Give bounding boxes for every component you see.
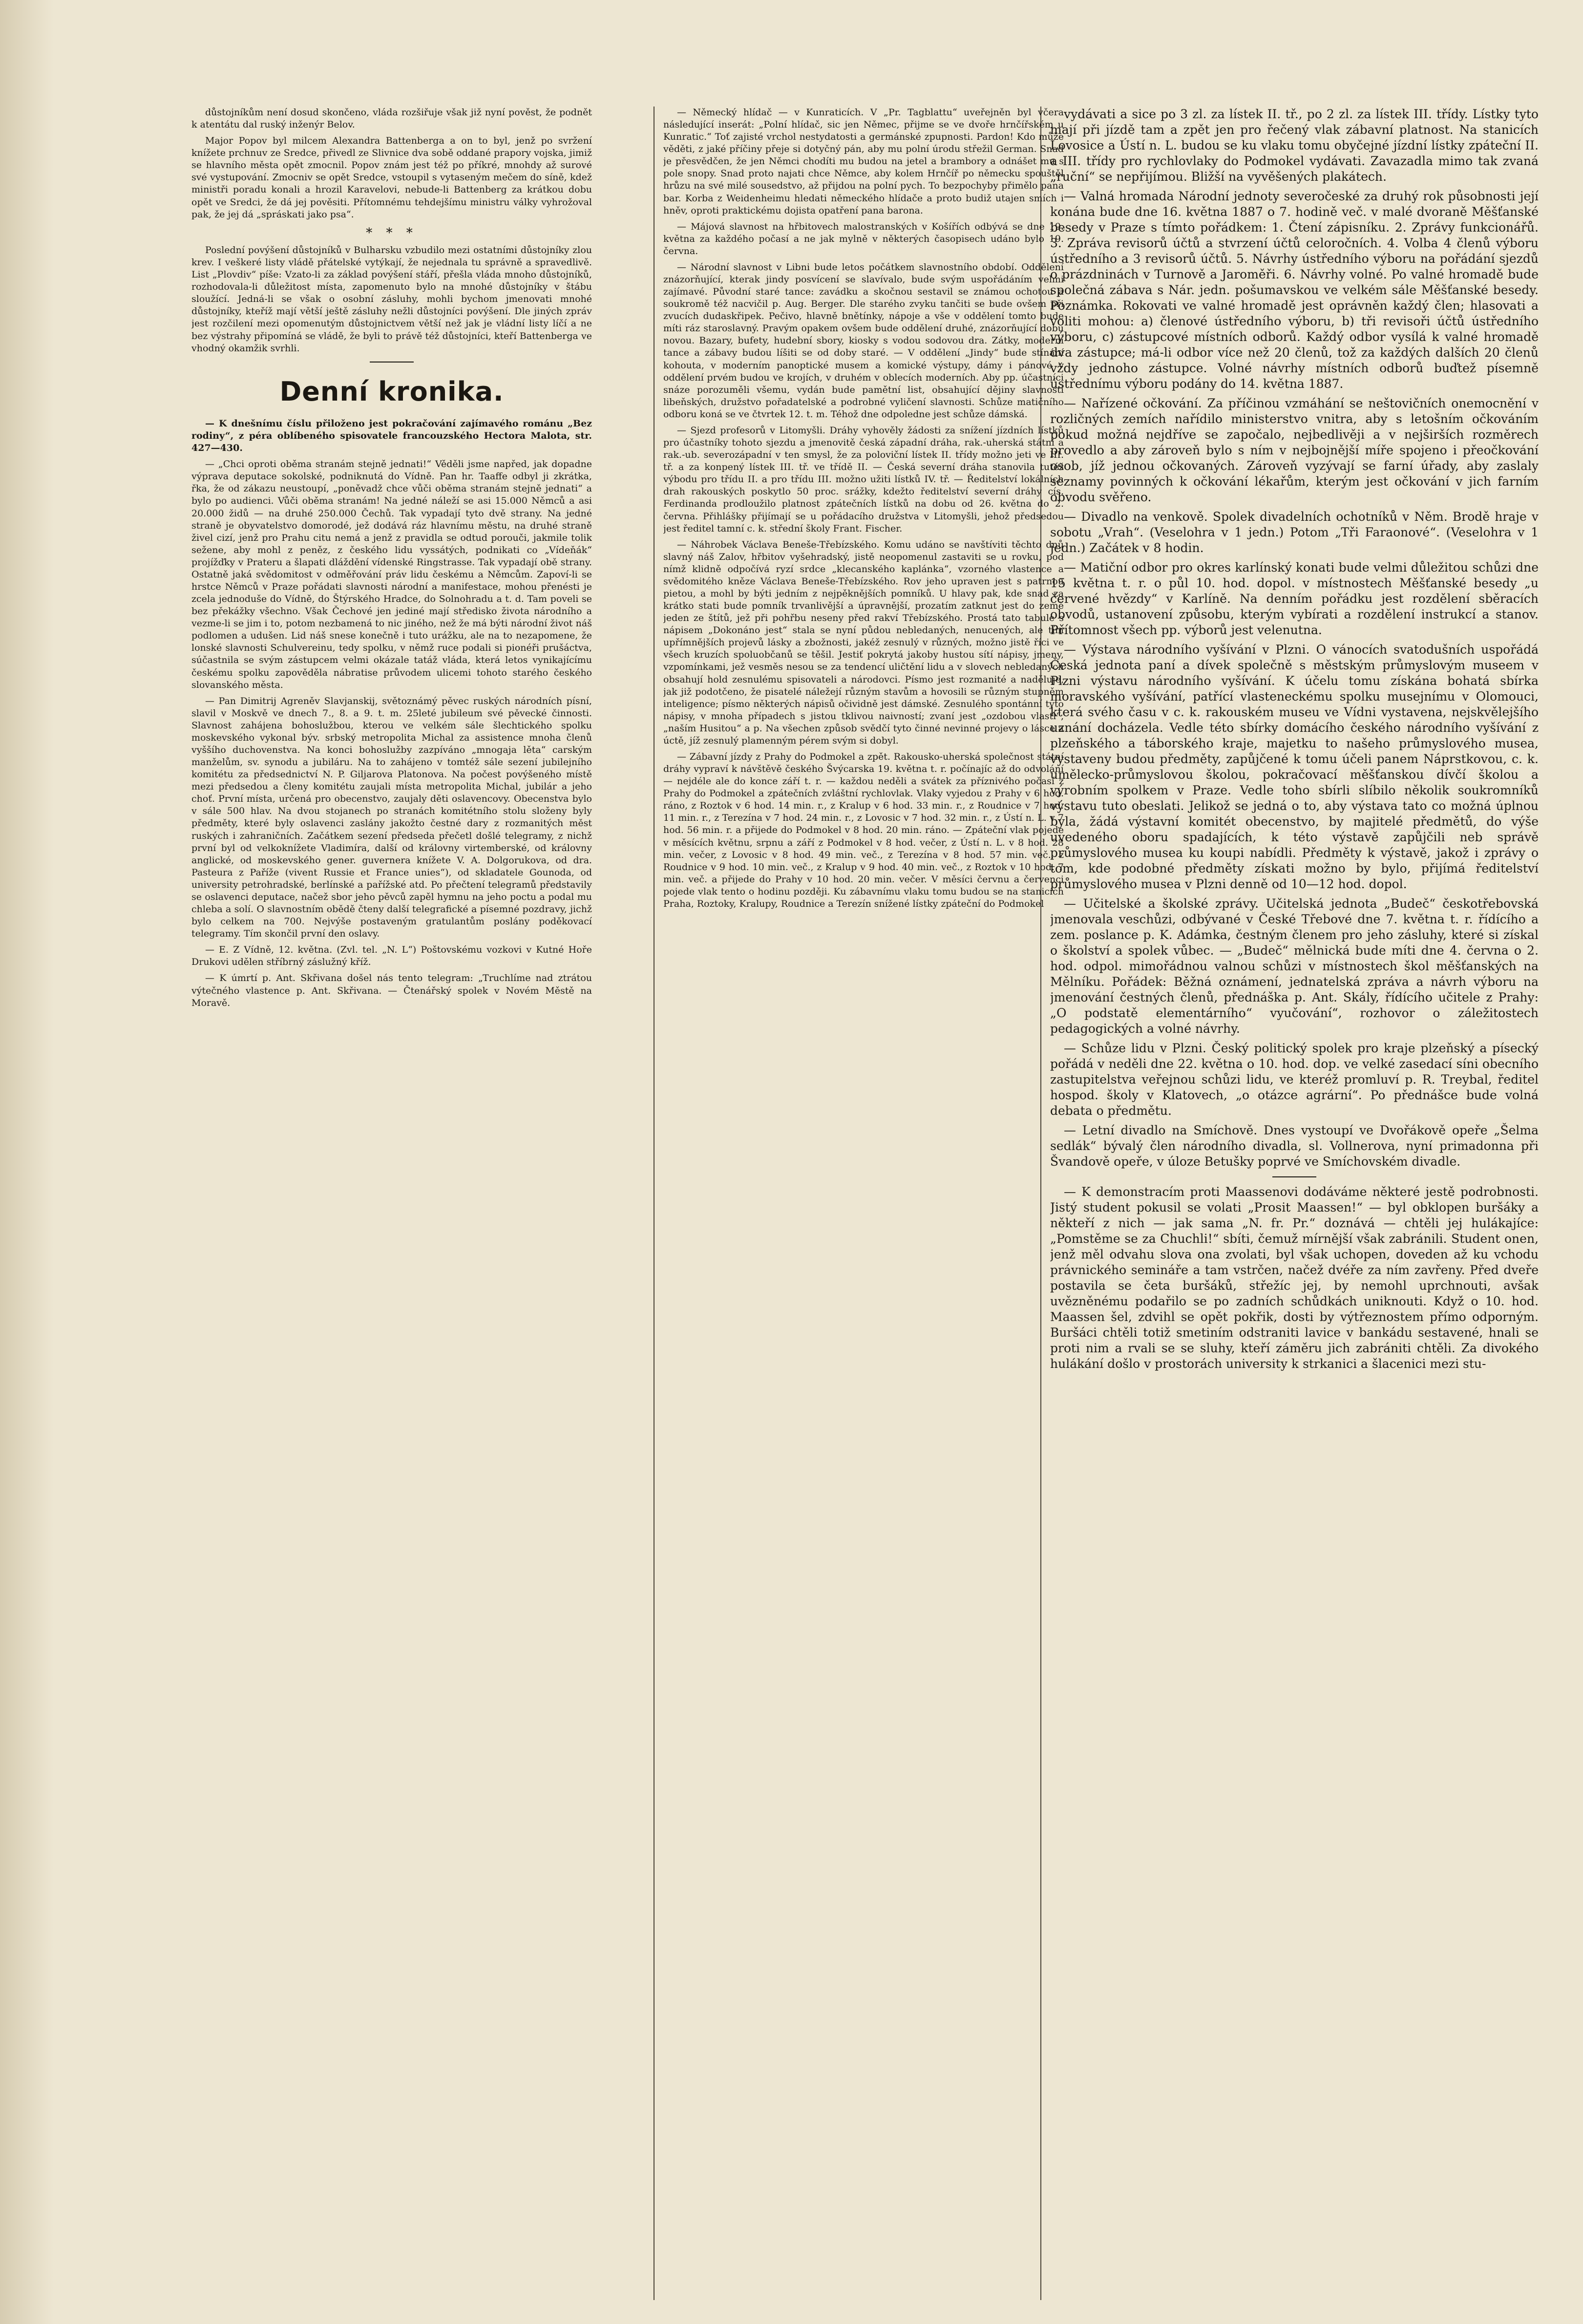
article-paragraph: vydávati a sice po 3 zl. za lístek II. tř., po 2 zl. za lístek III. třídy. Lístky tyto mají při jízdě tam a zpět jen pro řečený vlak zábavní platnost. Na stanicích Lovosice a Ústí n. L. budou se ku vlaku tomu obyčejné jízdní lístky zpáteční II. a III. třídy pro rychlovlaky do Podmokel vydávati. Zavazadla mimo tak zvaná „ruční“ se nepřijímou. Bližší na vyvěšených plakátech. bbox=[1050, 107, 1539, 184]
section-stars: * * * bbox=[366, 225, 418, 240]
page-binding-shadow bbox=[0, 0, 54, 2324]
article-paragraph: — Národní slavnost v Libni bude letos počátkem slavnostního období. Oddělení znázorňující, kterak jindy posvícení se slavívalo, bude svým uspořádáním velmi zajímavé. Původní staré tance: zavádku a skočnou sestavil se známou ochotou a soukromě též nacvičil p. Aug. Berger. Dle starého zvyku tančiti se bude ovšem při zvucích dudaskřipek. Pečivo, hlavně bnětínky, nápoje a vše v oddělení tomto bude míti ráz staroslavný. Pravým opakem ovšem bude oddělení druhé, znázorňující dobu novou. Bazary, bufety, hudební sbory, kiosky s vodou sodovou dra. Zátky, moderní tance a zábavy budou líšiti se od doby staré. — V oddělení „Jindy“ bude stínání kohouta, v moderním panoptické musem a komické výstupy, dámy i pánové v oddělení prvém budou ve krojích, v druhém v oblecích moderních. Aby pp. účastníci snáze porozuměli všemu, vydán bude pamětní list, obsahující dějiny slavnosti libeňských, družstvo pořadatelské a podrobné vyličení slavnosti. Schůze matičního odboru koná se ve čtvrtek 12. t. m. Téhož dne odpoledne jest schůze dámská. bbox=[663, 261, 1064, 420]
section-heading: Denní kronika. bbox=[279, 376, 504, 407]
column-2 bbox=[663, 107, 1064, 2300]
article-paragraph: — K dnešnímu číslu přiloženo jest pokračování zajímavého románu „Bez rodiny“, z péra oblíbeného spisovatele francouzského Hectora Malota, str. 427—430. bbox=[191, 418, 592, 454]
article-paragraph: — Letní divadlo na Smíchově. Dnes vystoupí ve Dvořákově opeře „Šelma sedlák“ bývalý člen národního divadla, sl. Vollnerova, nyní primadonna při Švandově opeře, v úloze Betušky poprvé ve Smíchovském divadle. bbox=[1050, 1123, 1539, 1169]
article-paragraph: — Sjezd profesorů v Litomyšli. Dráhy vyhověly žádosti za snížení jízdních lístků pro účastníky tohoto sjezdu a jmenovitě česká západní dráha, rak.-uherská státní a rak.-ub. severozápadní v ten smysl, že za poloviční lístek II. třídy možno jeti ve III. tř. a za konpený lístek III. tř. ve třídě II. — Česká severní dráha stanovila tutéž výbodu pro třídu II. a pro třídu III. možno užiti lístků IV. tř. — Ředitelství lokálních drah rakouských poskytlo 50 proc. srážky, kdežto ředitelství severní dráhy cís. Ferdinanda prodloužilo platnost zpátečních lístků na dobu od 26. května do 2. června. Přihlášky přijímají se u pořádacího družstva v Litomyšli, jehož předsedou jest ředitel tamní c. k. střední školy Frant. Fischer. bbox=[663, 425, 1064, 534]
article-paragraph: — Valná hromada Národní jednoty severočeské za druhý rok působnosti její konána bude dne 16. května 1887 o 7. hodině več. v malé dvoraně Měšťanské besedy v Praze s tímto pořádkem: 1. Čtení zápisníku. 2. Zprávy funkcionářů. 3. Zpráva revisorů účtů a stvrzení účtů celoročních. 4. Volba 4 členů výboru ústředního a 3 revisorů účtů. 5. Návrhy ústředního výboru na pořádání sjezdů o prázdninách v Turnově a Jaroměři. 6. Návrhy volné. Po valné hromadě bude společná zábava s Nár. jedn. pošumavskou ve velkém sále Měšťanské besedy. Poznámka. Rokovati ve valné hromadě jest oprávněn každý člen; hlasovati a voliti mohou: a) členové ústředního výboru, b) tři revisoři účtů ústředního výboru, c) zástupcové místních odborů. Každý odbor vysílá k valné hromadě dva zástupce; má-li odbor více než 20 členů, tož za každých dalších 20 členů vždy jednoho zástupce. Volné návrhy místních odborů buďtež písemně ústřednímu výboru podány do 14. května 1887. bbox=[1050, 189, 1539, 391]
article-paragraph: důstojníkům není dosud skončeno, vláda rozšiřuje však již nyní pověst, že podnět k atentátu dal ruský inženýr Belov. bbox=[191, 107, 592, 130]
article-paragraph: — K demonstracím proti Maassenovi dodáváme některé jestě podrobnosti. Jistý student pokusil se volati „Prosit Maassen!“ — byl obklopen buršáky a někteří z nich — jak sama „N. fr. Pr.“ doznává — chtěli jej hulákajíce: „Pomstěme se za Chuchli!“ sbíti, čemuž mírnější však zabránili. Student onen, jenž měl odvahu slova ona zvolati, byl však uchopen, doveden až ku vchodu právnického semináře a tam vstrčen, načež dvéře za ním zavřeny. Před dveře postavila se četa buršáků, střežíc jej, by nemohl uprchnouti, avšak uvězněnému podařilo se po zadních schůdkách uniknouti. Když o 10. hod. Maassen šel, zdvihl se opět pokřik, dosti by výtřeznostem přímo odporným. Buršáci chtěli totiž smetiním odstraniti lavice v bankádu sestavené, hnali se proti nim a rvali se se sluhy, kteří záměru jich zabrániti chtěli. Za divokého hulákání došlo v prostorách university k strkanici a šlacenici mezi stu- bbox=[1050, 1185, 1539, 1371]
article-paragraph: — Náhrobek Václava Beneše-Třebízského. Komu udáno se navštíviti těchto dnů slavný náš Zalov, hřbitov vyšehradský, jistě neopomenul zastaviti se u rovku, pod nímž klidně odpočívá ryzí srdce „klecanského kaplánka“, vzorného vlastence a svědomitého kněze Václava Beneše-Třebízského. Rov jeho upraven jest s patrnou pietou, a mohl by býti jedním z nejpěknějších pomníků. U hlavy pak, kde snad za krátko stati bude pomník trvanlivější a úpravnější, prozatím zatknut jest do země jeden ze štítů, jež při pohřbu neseny před rakví Třebízského. Prostá tato tabule s nápisem „Dokonáno jest“ stala se nyní půdou nebledaných, nenucených, ale tím upřímnějších projevů lásky a zbožnosti, jakéž zesnulý v různých, možno jistě říci ve všech kruzích spoluobčanů se těšil. Jestiť pokrytá jakoby hustou sítí nápisy, jmeny, vzpomínkami, jež vesměs nesou se za tendencí uličtění lidu a v slovech nebledaných obsahují hold zesnulému spisovateli a národovci. Písmo jest rozmanité a naděluje, jak již podotčeno, že pisatelé náležejí různým stavům a hovosili se různým stupněm inteligence; písmo některých nápisů očividně jest dámské. Zesnulého spontánní tyto nápisy, v mnoha případech s jistou tklivou naivností; zvaní jest „ozdobou vlasti“, „naším Husitou“ a p. Na všechen způsob svědčí tyto činné nevinné projevy o lásce a úctě, jíž zesnulý plamenným pérem svým si dobyl. bbox=[663, 539, 1064, 746]
divider bbox=[1272, 1176, 1316, 1177]
column-3 bbox=[1050, 107, 1539, 2300]
article-paragraph: — Schůze lidu v Plzni. Český politický spolek pro kraje plzeňský a písecký pořádá v neděli dne 22. května o 10. hod. dop. ve velké zasedací síni obecního zastupitelstva veřejnou schůzi lidu, ve kteréž promluví p. R. Treybal, ředitel hospod. školy v Klatovech, „o otázce agrární“. Po přednášce bude volná debata o předmětu. bbox=[1050, 1041, 1539, 1118]
article-paragraph: — Májová slavnost na hřbitovech malostranských v Košířích odbývá se dne 19. května za každého počasí a ne jak mylně v některých časopisech udáno bylo 19. června. bbox=[663, 221, 1064, 256]
article-paragraph: — E. Z Vídně, 12. května. (Zvl. tel. „N. L“) Poštovskému vozkovi v Kutné Hoře Drukovi udělen stříbrný záslužný kříž. bbox=[191, 944, 592, 968]
article-paragraph: — Výstava národního vyšívání v Plzni. O vánocích svatodušních uspořádá Česká jednota paní a dívek společně s městským průmyslovým museem v Plzni výstavu národního vyšívání. K účelu tomu získána bohatá sbírka moravského vyšívání, patřící vlasteneckému spolku musejnímu v Olomouci, která svého času v c. k. rakouském museu ve Vídni vystavena, nejskvělejšího uznání docházela. Vedle této sbírky domácího českého národního vyšívání z plzeňského a táborského kraje, majetku to našeho průmyslového musea, vystaveny budou předměty, zapůjčené k tomu účeli panem Náprstkovou, c. k. umělecko-průmyslovou školou, pokračovací měšťanskou dívčí školou a výrobním spolkem v Praze. Vedle toho sbírli slíbilo několik soukromníků výstavu tuto obeslati. Jelikož se jedná o to, aby výstava tato co možná úplnou byla, žádá výstavní komitét obecenstvo, by majitelé předmětů, do výše uvedeného oboru spadajících, k této výstavě zapůjčili neb správě průmyslového musea ku koupi nabídli. Předměty k výstavě, jakož i zprávy o tom, kde podobné předměty získati možno by bylo, přijímá ředitelství průmyslového musea v Plzni denně od 10—12 hod. dopol. bbox=[1050, 642, 1539, 891]
article-paragraph: — Divadlo na venkově. Spolek divadelních ochotníků v Něm. Brodě hraje v sobotu „Vrah“. (Veselohra v 1 jedn.) Potom „Tři Faraonové“. (Veselohra v 1 jedn.) Začátek v 8 hodin. bbox=[1050, 510, 1539, 555]
article-paragraph: Poslední povýšení důstojníků v Bulharsku vzbudilo mezi ostatními důstojníky zlou krev. I veškeré listy vládě přátelské vytýkají, že nejednala tu správně a spravedlivě. List „Plovdiv“ píše: Vzato-li za základ povýšení stáří, přešla vláda mnoho důstojníků, rozhodovala-li důležitost místa, zapomenuto bylo na mnohé důstojníky v štábu sloužící. Jedná-li se však o osobní zásluhy, mohli bychom jmenovati mnohé důstojníky, kteříž mají větší ještě zásluhy nežli důstojníci povýšení. Dle jiných zpráv jest rozčilení mezi opomenutým důstojnictvem větší než jak je vládní listy líčí a ne bez výstrahy připomíná se vládě, že byli to právě též důstojníci, kteří Battenberga ve vhodný okamžik svrhli. bbox=[191, 245, 592, 354]
article-paragraph: — Zábavní jízdy z Prahy do Podmokel a zpět. Rakousko-uherská společnost státní dráhy vypraví k návštěvě českého Švýcarska 19. května t. r. počínajíc až do odvolání — nejdéle ale do konce září t. r. — každou neděli a svátek za příznivého počasí z Prahy do Podmokel a zpátečních zvláštní rychlovlak. Vlaky vyjedou z Prahy v 6 hod. ráno, z Roztok v 6 hod. 14 min. r., z Kralup v 6 hod. 33 min. r., z Roudnice v 7 hod. 11 min. r., z Terezína v 7 hod. 24 min. r., z Lovosic v 7 hod. 32 min. r., z Ústí n. L. v 7 hod. 56 min. r. a přijede do Podmokel v 8 hod. 20 min. ráno. — Zpáteční vlak pojede v měsících květnu, srpnu a září z Podmokel v 8 hod. večer, z Ústí n. L. v 8 hod. 28 min. večer, z Lovosic v 8 hod. 49 min. več., z Terezína v 8 hod. 57 min. več., z Roudnice v 9 hod. 10 min. več., z Kralup v 9 hod. 40 min. več., z Roztok v 10 hod. 7 min. več. a přijede do Prahy v 10 hod. 20 min. večer. V měsíci červnu a červenci pojede vlak tento o hodinu později. Ku zábavnímu vlaku tomu budou se na stanicích Praha, Roztoky, Kralupy, Roudnice a Terezín snížené lístky zpáteční do Podmokel bbox=[663, 751, 1064, 909]
article-paragraph: — Učitelské a školské zprávy. Učitelská jednota „Budeč“ českotřebovská jmenovala veschůzi, odbývané v České Třebové dne 7. května t. r. řídícího a zem. poslance p. K. Adámka, čestným členem pro jeho zásluhy, které si získal o školství a spolek vůbec. — „Budeč“ mělnická bude míti dne 4. června o 2. hod. odpol. mimořádnou valnou schůzi v místnostech škol měšťanských na Mělníku. Pořádek: Běžná oznámení, jednatelská zpráva a návrh výboru na jmenování čestných členů, přednáška p. Ant. Skály, řídícího učitele z Prahy: „O podstatě elementárního“ vyučování“, rozhovor o záležitostech pedagogických a volné návrhy. bbox=[1050, 896, 1539, 1036]
column-1 bbox=[191, 107, 592, 2300]
article-paragraph: — „Chci oproti oběma stranám stejně jednati!“ Věděli jsme napřed, jak dopadne výprava deputace sokolské, podniknutá do Vídně. Pan hr. Taaffe odbyl ji zkrátka, řka, že od zákazu neustoupí, „poněvadž chce vůči oběma stranám stejně jednati“ a bylo po audienci. Vůči oběma stranám! Na jedné náleží se asi 15.000 Němců a asi 20.000 židů — na druhé 250.000 Čechů. Tak vypadají tyto dvě strany. Na jedné straně je obyvatelstvo domorodé, jež dodává ráz hlavnímu městu, na druhé straně živel cizí, jenž pro Prahu citu nemá a jenž z pravidla se odtud porouči, jakmile tolik sežene, aby mohl z peněz, z českého lidu vyssátých, podnikati co „Vídeňák“ projížďky v Prateru a šlapati dláždění vídenské Ringstrasse. Tak vypadají obě strany. Ostatně jaká svědomitost v odměřování práv lidu českému a Němcům. Zapoví-li se hrstce Němců v Praze pořádati slavnosti národní a manifestace, mohou přenésti je zcela jednoduše do Vídně, do Štýrského Hradce, do Solnohradu a t. d. Tam poveli se bez překážky všechno. Však Čechové jen jediné mají středisko života národního a vezme-li se jim i to, potom nezbamená to nic jiného, než že má býti národní život náš podlomen a udušen. Lid náš snese konečně i tuto urážku, ale na to nezapomene, že lonské slavnosti Schulvereinu, tedy spolku, v němž ruce podali si pionéři prušáctva, súčastnila se svým zástupcem velmi okázale tatáž vláda, která letos vynikajícímu českému spolku zapověděla nábratise průvodem ulicemi tohoto starého českého slovanského města. bbox=[191, 459, 592, 690]
article-paragraph: — Pan Dimitrij Agreněv Slavjanskij, světoznámý pěvec ruských národních písní, slavil v Moskvě ve dnech 7., 8. a 9. t. m. 25leté jubileum své pěvecké činnosti. Slavnost zahájena bohoslužbou, kterou ve velkém sále šlechtického spolku moskevského vykonal býv. srbský metropolita Michal za assistence mnoha členů vyššího duchovenstva. Na konci bohoslužby zazpíváno „mnogaja lěta“ carským manželům, sv. synodu a jubiláru. Na to zahájeno v tomtéž sále sezení jubilejního komitétu za předsednictví N. P. Giljarova Platonova. Na počest povýšeného místě mezi předsedou a členy komitétu zaujali místa metropolita Michal, jubilár a jeho choť. První místa, určená pro obecenstvo, zaujaly děti oslavencovy. Obecenstva bylo v sále 500 hlav. Na dvou stojanech po stranách komitétního stolu složeny byly předměty, které byly oslavenci zaslány jakožto čestné dary z rozmanitých měst ruských i zahraničních. Začátkem sezení předseda přečetl došlé telegramy, z nichž první byl od velkoknížete Vladimíra, další od královny virtemberské, od královny anglické, od moskevského gener. guvernera knížete V. A. Dolgorukova, od dra. Pasteura z Paříže (vivent Russie et France unies“), od skladatele Gounoda, od university petrohradské, berlínské a pařížské atd. Po přečtení telegramů představily se oslavenci deputace, načež sbor jeho pěvců zapěl hymnu na jeho poctu a podal mu chleba a solí. O slavnostním obědě čteny další telegrafické a písemné pozdravy, jichž bylo celkem na 700. Nejvýše postaveným gratulantům poslány poděkovací telegramy. Tím skončil první den oslavy. bbox=[191, 695, 592, 939]
article-paragraph: — Nařízené očkování. Za příčinou vzmáhání se neštovičních onemocnění v rozličných zemích nařídilo ministerstvo vnitra, aby s letošním očkováním pokud možná nejdříve se započalo, nejbedlivěji a v nejširších rozměrech provedlo a aby zároveň bylo s ním v nejbojnější míře spojeno i přeočkování osob, jíž jednou očkovaných. Zároveň vyzývají se farní úřady, aby zaslaly seznamy povinných k očkování lékařům, kterým jest očkování v jich farním obvodu svěřeno. bbox=[1050, 396, 1539, 504]
article-paragraph: Major Popov byl milcem Alexandra Battenberga a on to byl, jenž po svržení knížete prchnuv ze Sredce, přivedl ze Slivnice dva sobě oddané prapory vojska, jimiž se hlavního města opět zmocnil. Popov znám jest též po příkré, mnohdy až surové své vystupování. Zmocniv se opět Sredce, vstoupil s vytaseným mečem do síně, kdež ministři poradu konali a hrozil Karavelovi, nebude-li Battenberg za krátkou dobu opět ve Sredci, že dá jej pověsiti. Přítomnému tehdejšímu ministru války vyhrožoval pak, že jej dá „spráskati jako psa“. bbox=[191, 135, 592, 220]
article-paragraph: — Matiční odbor pro okres karlínský konati bude velmi důležitou schůzi dne 15 května t. r. o půl 10. hod. dopol. v místnostech Měšťanské besedy „u červené hvězdy“ v Karlíně. Na denním pořádku jest rozdělení sběracích obvodů, ustanovení způsobu, kterým vybírati a rozdělení instrukcí a stanov. Přítomnost všech pp. výborů jest velenutna. bbox=[1050, 560, 1539, 637]
article-paragraph: — K úmrtí p. Ant. Skřivana došel nás tento telegram: „Truchlíme nad ztrátou výtečného vlastence p. Ant. Skřivana. — Čtenářský spolek v Novém Městě na Moravě. bbox=[191, 973, 592, 1008]
article-paragraph: — Německý hlídač — v Kunraticích. V „Pr. Tagblattu“ uveřejněn byl včera následující inserát: „Polní hlídač, sic jen Němec, přijme se ve dvoře hrnčířském u Kunratic.“ Toť zajisté vrchol nestydatosti a germánské zpupnosti. Pardon! Kdo může věděti, z jaké příčiny přeje si dotyčný pán, aby mu polní úrodu střežil German. Snad je přesvědčen, že jen Němci chodíti mu budou na jetel a brambory a odnášet mu s pole snopy. Snad proto najati chce Němce, aby kolem Hrnčíř po německu spouštěl hrůzu na své milé sousedstvo, až přijdou na polní pych. To bezpochyby přimělo pana bar. Korba z Weidenheimu hledati německého hlídače a proto budiž utajen smích i hněv, oproti praktickému dojista opatření pana barona. bbox=[663, 107, 1064, 216]
